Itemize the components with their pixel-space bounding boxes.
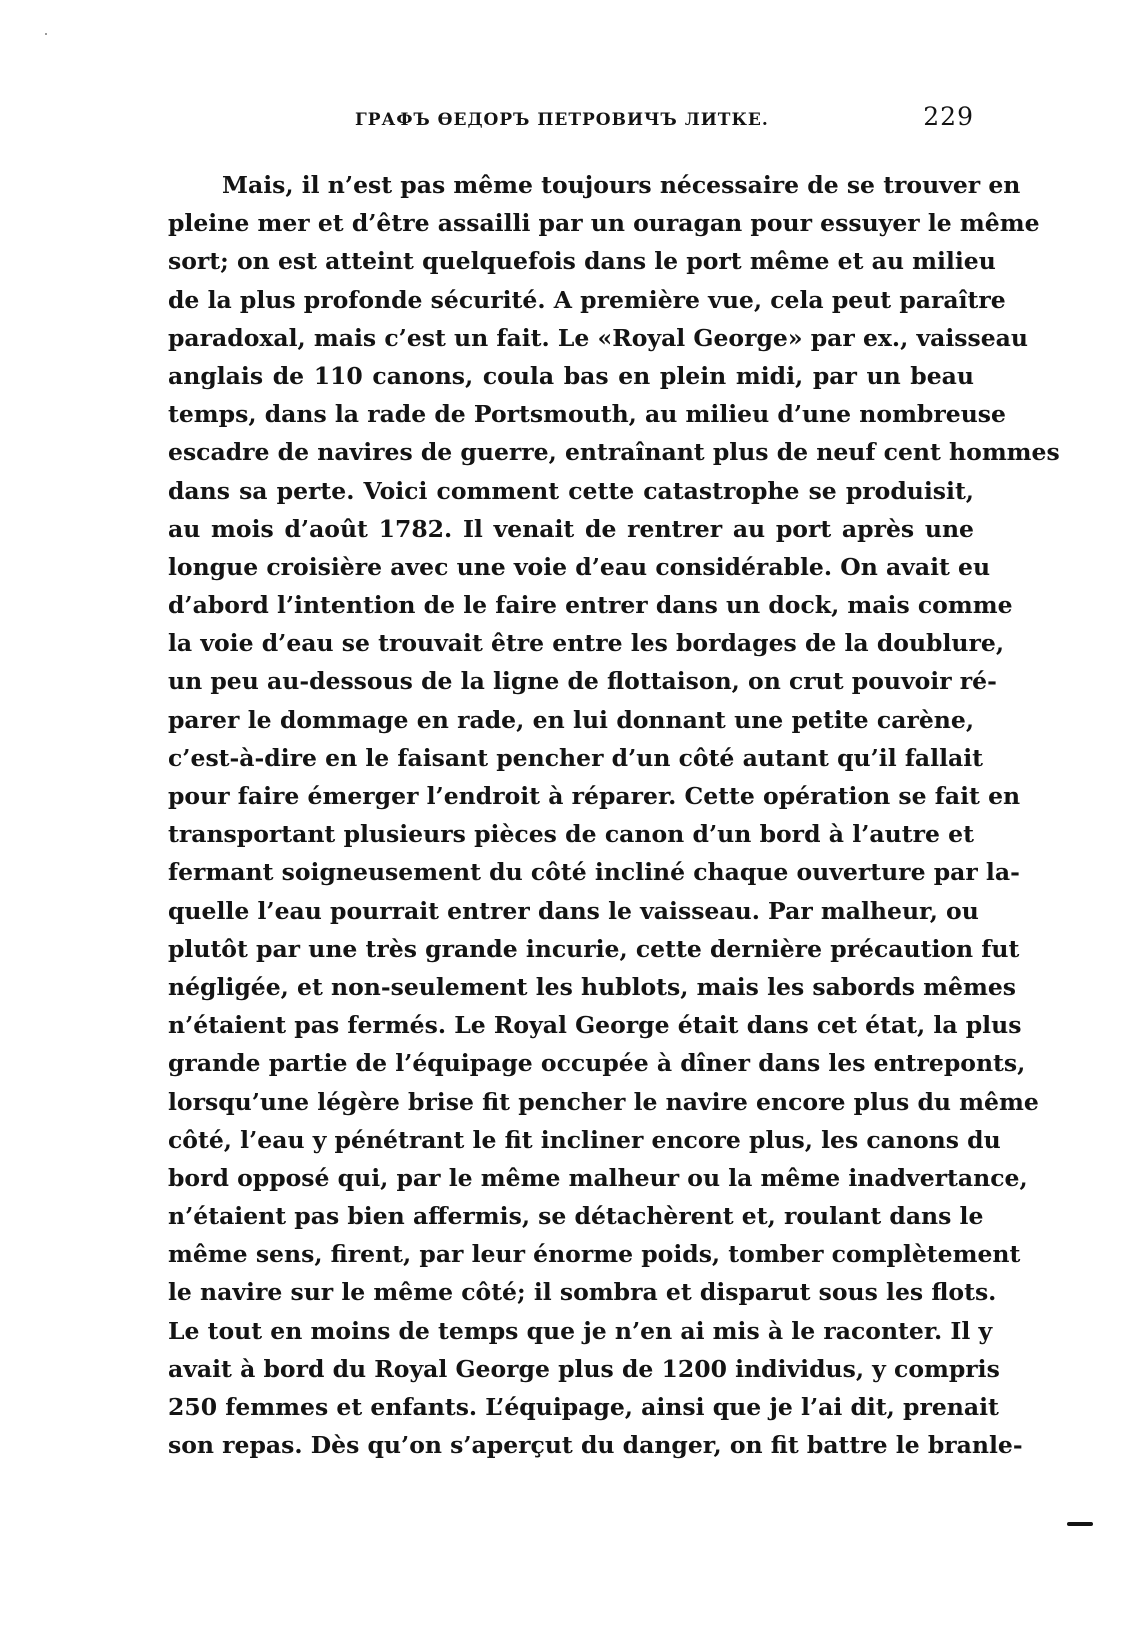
text-line: fermant soigneusement du côté incliné chaque ouverture par la- (168, 858, 1020, 887)
text-line: temps, dans la rade de Portsmouth, au milieu d’une nombreuse (168, 400, 1006, 429)
text-line: parer le dommage en rade, en lui donnant une petite carène, (168, 705, 974, 734)
text-line: anglais de 110 canons, coula bas en plein midi, par un beau (168, 361, 974, 390)
text-line: pleine mer et d’être assailli par un ouragan pour essuyer le même (168, 209, 1040, 238)
text-line: Le tout en moins de temps que je n’en ai mis à le raconter. Il y (168, 1316, 993, 1345)
text-line: c’est-à-dire en le faisant pencher d’un côté autant qu’il fallait (168, 743, 984, 772)
text-line: au mois d’août 1782. Il venait de rentrer au port après une (168, 514, 974, 543)
text-line: n’étaient pas bien affermis, se détachèrent et, roulant dans le (168, 1202, 984, 1231)
body-text (168, 166, 1060, 1464)
text-line: son repas. Dès qu’on s’aperçut du danger, on fit battre le branle- (168, 1431, 1023, 1460)
text-line: de la plus profonde sécurité. A première vue, cela peut paraître (168, 285, 1006, 314)
text-line: transportant plusieurs pièces de canon d’un bord à l’autre et (168, 820, 974, 849)
text-line: le navire sur le même côté; il sombra et disparut sous les flots. (168, 1278, 997, 1307)
text-line: d’abord l’intention de le faire entrer dans un dock, mais comme (168, 591, 1013, 620)
text-line: escadre de navires de guerre, entraînant plus de neuf cent hommes (168, 438, 1060, 467)
text-line: plutôt par une très grande incurie, cette dernière précaution fut (168, 934, 1020, 963)
text-line: la voie d’eau se trouvait être entre les bordages de la doublure, (168, 629, 1004, 658)
scan-speck (45, 33, 47, 35)
text-line: avait à bord du Royal George plus de 1200 individus, y compris (168, 1354, 1000, 1383)
text-line: grande partie de l’équipage occupée à dîner dans les entreponts, (168, 1049, 1026, 1078)
text-line: lorsqu’une légère brise fit pencher le navire encore plus du même (168, 1087, 1039, 1116)
running-head (163, 102, 974, 138)
text-line: 250 femmes et enfants. L’équipage, ainsi que je l’ai dit, prenait (168, 1393, 999, 1421)
page-number: 229 (923, 102, 974, 131)
text-line: n’étaient pas fermés. Le Royal George était dans cet état, la plus (168, 1011, 1022, 1040)
text-line: négligée, et non-seulement les hublots, mais les sabords mêmes (168, 972, 1017, 1001)
text-line: bord opposé qui, par le même malheur ou la même inadvertance, (168, 1163, 1028, 1192)
text-line: même sens, firent, par leur énorme poids, tomber complètement (168, 1240, 1021, 1269)
scan-mark (1067, 1522, 1093, 1526)
text-line: dans sa perte. Voici comment cette catastrophe se produisit, (168, 476, 974, 505)
text-line: un peu au-dessous de la ligne de flottaison, on crut pouvoir ré- (168, 667, 997, 696)
running-title: ГРАФЪ ѲЕДОРЪ ПЕТРОВИЧЪ ЛИТКЕ. (355, 110, 769, 130)
text-line: Mais, il n’est pas même toujours nécessaire de se trouver en (222, 171, 1021, 199)
text-line: paradoxal, mais c’est un fait. Le «Royal George» par ex., vaisseau (168, 323, 1028, 352)
text-line: sort; on est atteint quelquefois dans le port même et au milieu (168, 247, 996, 276)
text-line: côté, l’eau y pénétrant le fit incliner encore plus, les canons du (168, 1125, 1001, 1154)
text-line: quelle l’eau pourrait entrer dans le vaisseau. Par malheur, ou (168, 896, 979, 925)
text-line: pour faire émerger l’endroit à réparer. Cette opération se fait en (168, 782, 1021, 810)
text-line: longue croisière avec une voie d’eau considérable. On avait eu (168, 552, 991, 581)
